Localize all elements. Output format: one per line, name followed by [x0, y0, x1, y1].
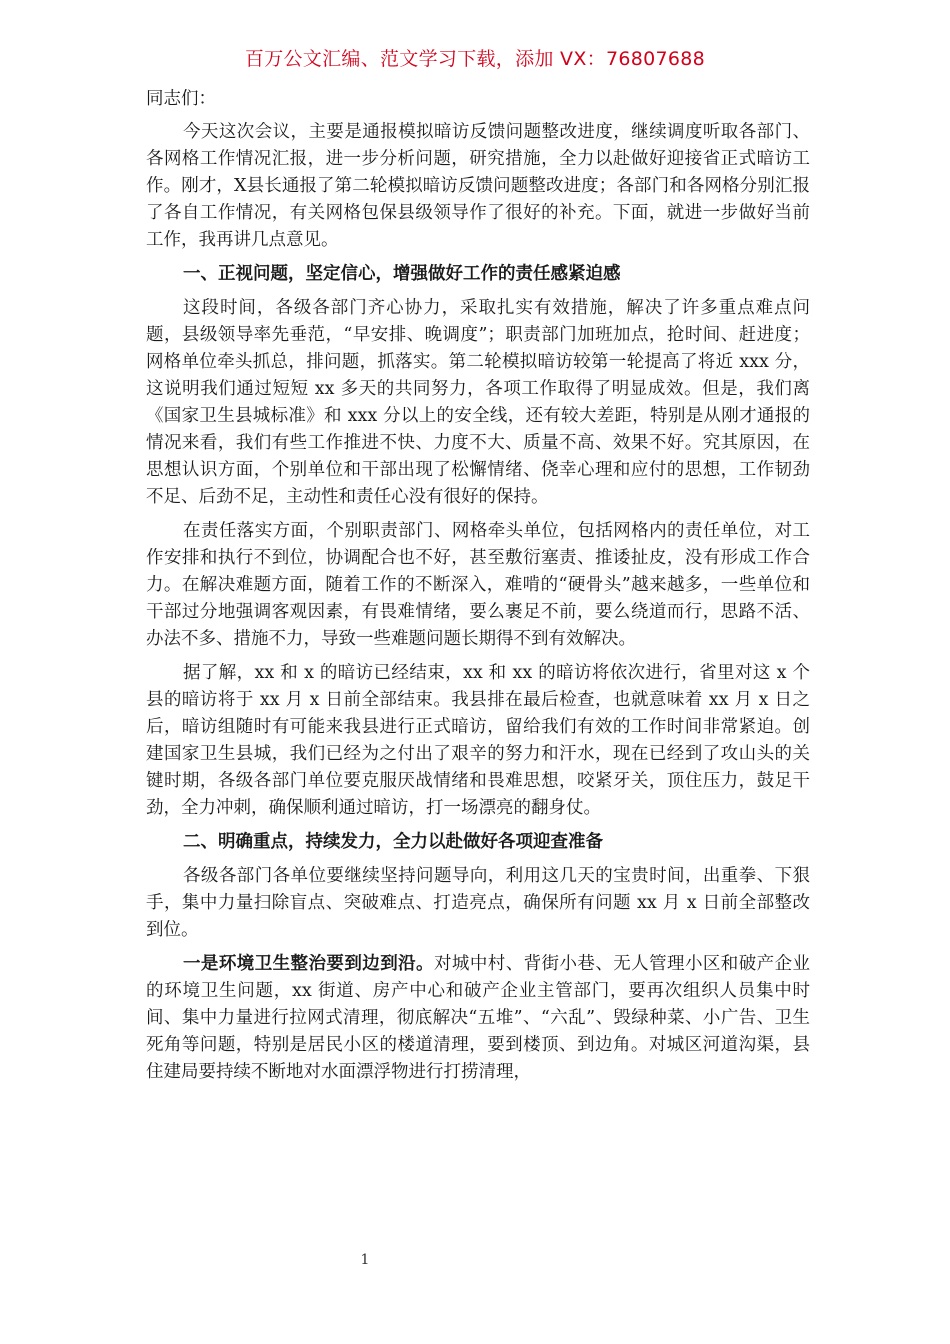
section-2-paragraph-2-lead: 一是环境卫生整治要到边到沿。	[183, 954, 434, 974]
header-banner: 百万公文汇编、范文学习下载，添加 VX：76807688	[244, 48, 706, 70]
section-2-heading: 二、明确重点，持续发力，全力以赴做好各项迎查准备	[183, 832, 603, 852]
section-2-paragraph-2	[146, 951, 810, 1086]
section-1-paragraph-3: 据了解，xx 和 x 的暗访已经结束，xx 和 xx 的暗访将依次进行，省里对这 x 个县的暗访将于 xx 月 x 日前全部结束。我县排在最后检查，也就意味着 xx 月 x 日之后，暗访组随时有可能来我县进行正式暗访，留给我们有效的工作时间非常紧迫。创建国家卫生县城，我们已经为之付出了艰辛的努力和汗水，现在已经到了攻山头的关键时期，各级各部门单位要克服厌战情绪和畏难思想，咬紧牙关，顶住压力，鼓足干劲，全力冲刺，确保顺利通过暗访，打一场漂亮的翻身仗。	[146, 663, 810, 818]
salutation: 同志们：	[146, 89, 216, 109]
intro-paragraph: 今天这次会议，主要是通报模拟暗访反馈问题整改进度，继续调度听取各部门、各网格工作情况汇报，进一步分析问题，研究措施，全力以赴做好迎接省正式暗访工作。刚才，X县长通报了第二轮模拟暗访反馈问题整改进度；各部门和各网格分别汇报了各自工作情况，有关网格包保县级领导作了很好的补充。下面，就进一步做好当前工作，我再讲几点意见。	[146, 122, 810, 250]
page-number: 1	[360, 1252, 370, 1268]
section-1-paragraph-2: 在责任落实方面，个别职责部门、网格牵头单位，包括网格内的责任单位，对工作安排和执行不到位，协调配合也不好，甚至敷衍塞责、推诿扯皮，没有形成工作合力。在解决难题方面，随着工作的不断深入，难啃的“硬骨头”越来越多，一些单位和干部过分地强调客观因素，有畏难情绪，要么裹足不前，要么绕道而行，思路不活、办法不多、措施不力，导致一些难题问题长期得不到有效解决。	[146, 521, 810, 649]
section-1-heading: 一、正视问题，坚定信心，增强做好工作的责任感紧迫感	[183, 264, 621, 284]
section-2-paragraph-2-body: 对城中村、背街小巷、无人管理小区和破产企业的环境卫生问题，xx 街道、房产中心和破产企业主管部门，要再次组织人员集中时间、集中力量进行拉网式清理，彻底解决“五堆”、“六乱”、毁绿种菜、小广告、卫生死角等问题，特别是居民小区的楼道清理，要到楼顶、到边角。对城区河道沟渠，县住建局要持续不断地对水面漂浮物进行打捞清理，	[146, 954, 811, 1082]
document-body	[146, 86, 810, 1093]
section-1-paragraph-1: 这段时间，各级各部门齐心协力，采取扎实有效措施，解决了许多重点难点问题，县级领导率先垂范，“早安排、晚调度”；职责部门加班加点，抢时间、赶进度；网格单位牵头抓总，排问题，抓落实。第二轮模拟暗访较第一轮提高了将近 xxx 分，这说明我们通过短短 xx 多天的共同努力，各项工作取得了明显成效。但是，我们离《国家卫生县城标准》和 xxx 分以上的安全线，还有较大差距，特别是从刚才通报的情况来看，我们有些工作推进不快、力度不大、质量不高、效果不好。究其原因，在思想认识方面，个别单位和干部出现了松懈情绪、侥幸心理和应付的思想，工作韧劲不足、后劲不足，主动性和责任心没有很好的保持。	[146, 298, 810, 507]
section-2-paragraph-1: 各级各部门各单位要继续坚持问题导向，利用这几天的宝贵时间，出重拳、下狠手，集中力量扫除盲点、突破难点、打造亮点，确保所有问题 xx 月 x 日前全部整改到位。	[146, 866, 810, 940]
